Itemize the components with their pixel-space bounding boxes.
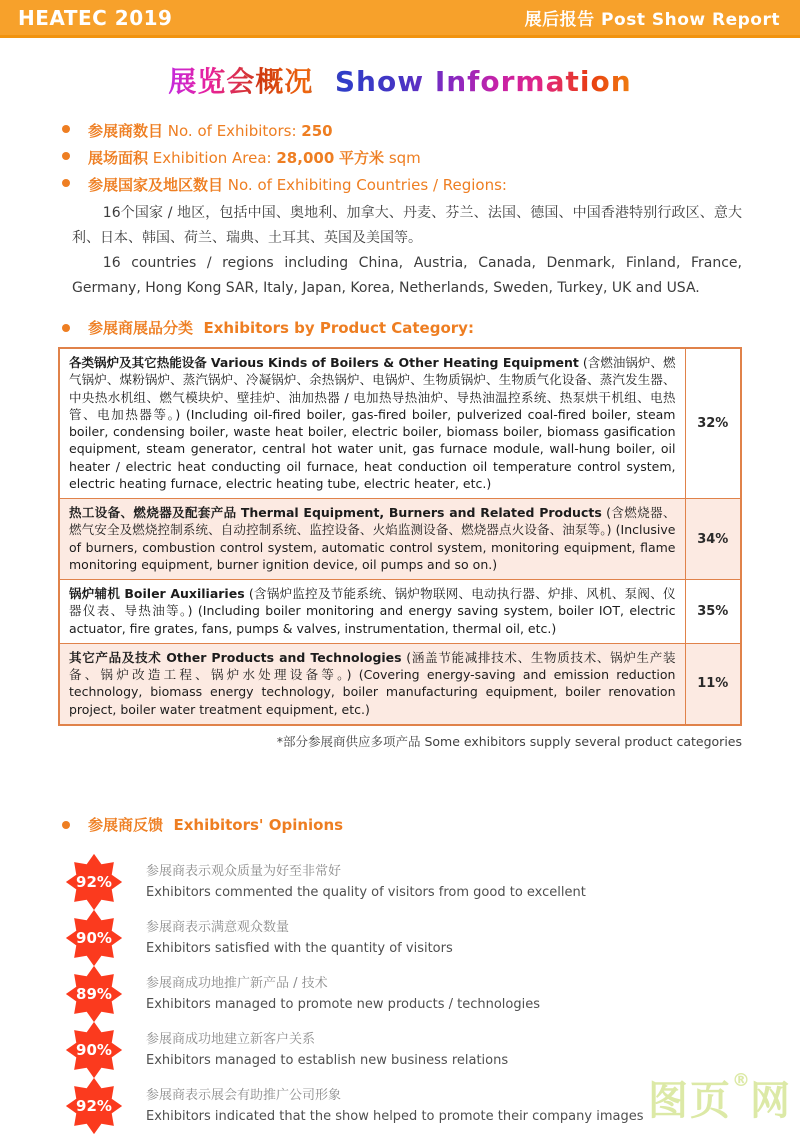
- category-percent: 35%: [685, 580, 741, 644]
- opinions-heading-en: Exhibitors' Opinions: [173, 815, 344, 834]
- stat-label-zh: 参展商数目: [88, 122, 164, 140]
- stat-label-en: No. of Exhibiting Countries / Regions:: [227, 176, 507, 194]
- opinion-zh: 参展商表示展会有助推广公司形象: [146, 1087, 342, 1103]
- stat-unit-zh: 平方米: [339, 149, 385, 167]
- opinion-zh: 参展商成功地建立新客户关系: [146, 1031, 316, 1047]
- opinion-row: [64, 966, 800, 1022]
- opinion-en: Exhibitors satisfied with the quantity of visitors: [146, 940, 453, 956]
- bullet-dot-icon: [62, 821, 70, 829]
- category-description: 锅炉辅机 Boiler Auxiliaries (含锅炉监控及节能系统、锅炉物联网、电动执行器、炉排、风机、泵阀、仪器仪表、导热油等。) (Including boiler monitoring and energy saving system, boiler IOT, electric actuator, fire grates, fans, pumps & valves, instrumentation, thermal oil, etc.): [59, 580, 685, 644]
- category-percent: 11%: [685, 643, 741, 725]
- opinion-en: Exhibitors commented the quality of visitors from good to excellent: [146, 884, 586, 900]
- registered-mark-icon: ®: [732, 1069, 750, 1091]
- stat-label-zh: 展场面积: [88, 149, 149, 167]
- report-title: 展后报告 Post Show Report: [524, 10, 780, 30]
- category-percent: 34%: [685, 499, 741, 580]
- table-row: [59, 580, 741, 644]
- starburst-badge-icon: [64, 908, 124, 968]
- table-row: [59, 499, 741, 580]
- countries-detail-zh: 16个国家 / 地区，包括中国、奥地利、加拿大、丹麦、芬兰、法国、德国、中国香港特别行政区、意大利、日本、韩国、荷兰、瑞典、土耳其、英国及美国等。: [72, 205, 742, 246]
- stat-countries: [62, 172, 742, 199]
- brand-title: HEATEC 2019: [18, 5, 173, 30]
- bullet-dot-icon: [62, 179, 70, 187]
- page-title-en: Show Information: [334, 65, 632, 98]
- page-title-zh: 展览会概况: [168, 65, 314, 98]
- badge-percent: 89%: [76, 984, 112, 1003]
- stat-label-zh: 参展国家及地区数目: [88, 176, 224, 194]
- starburst-badge-icon: [64, 964, 124, 1024]
- opinion-zh: 参展商表示观众质量为好至非常好: [146, 863, 342, 879]
- category-description: 各类锅炉及其它热能设备 Various Kinds of Boilers & Other Heating Equipment (含燃油锅炉、燃气锅炉、煤粉锅炉、蒸汽锅炉、冷凝锅炉、余热锅炉、电锅炉、生物质锅炉、生物质气化设备、蒸汽发生器、中央热水机组、燃气模块炉、壁挂炉、油加热器 / 电加热导热油炉、导热油温控系统、热泵烘干机组、电热管、电加热器等。) (Including oil-fired boiler, gas-fired boiler, pulverized coal-fired boiler, steam boiler, condensing boiler, waste heat boiler, electric boiler, biomass boiler, biomass gasification equipment, steam generator, central hot water unit, gas furnace module, wall-hung boiler, oil heater / electric heat conducting oil furnace, heat conduction oil temperature control system, electric heating furnace, electric heating tube, electric heater, etc.): [59, 348, 685, 499]
- header-bar: [0, 0, 800, 38]
- page-title: [0, 60, 800, 100]
- opinion-en: Exhibitors indicated that the show helped to promote their company images: [146, 1108, 644, 1124]
- category-table: [58, 347, 742, 726]
- stat-label-en: Exhibition Area:: [152, 149, 272, 167]
- category-percent: 32%: [685, 348, 741, 499]
- opinion-en: Exhibitors managed to establish new business relations: [146, 1052, 509, 1068]
- bullet-dot-icon: [62, 324, 70, 332]
- category-heading-zh: 参展商展品分类: [88, 319, 194, 337]
- stat-unit-en: sqm: [388, 149, 421, 167]
- category-heading-en: Exhibitors by Product Category:: [203, 319, 474, 337]
- opinion-zh: 参展商表示满意观众数量: [146, 919, 290, 935]
- stats-list: [62, 118, 742, 199]
- stat-value: 28,000: [276, 149, 335, 167]
- opinion-row: [64, 854, 800, 910]
- opinions-heading-zh: 参展商反馈: [88, 815, 164, 834]
- table-row: [59, 643, 741, 725]
- stat-label-en: No. of Exhibitors:: [167, 122, 297, 140]
- opinion-row: [64, 1022, 800, 1078]
- bullet-dot-icon: [62, 152, 70, 160]
- countries-paragraph: [72, 201, 742, 301]
- badge-percent: 92%: [76, 1096, 112, 1115]
- badge-percent: 90%: [76, 1040, 112, 1059]
- category-description: 热工设备、燃烧器及配套产品 Thermal Equipment, Burners and Related Products (含燃烧器、燃气安全及燃烧控制系统、自动控制系统、监控设备、火焰监测设备、燃烧器点火设备、油泵等。) (Inclusive of burners, combustion control system, automatic control system, monitoring equipment, flame monitoring equipment, burner ignition device, oil pumps and so on.): [59, 499, 685, 580]
- stat-value: 250: [301, 122, 333, 140]
- starburst-badge-icon: [64, 852, 124, 912]
- bullet-dot-icon: [62, 125, 70, 133]
- starburst-badge-icon: [64, 1020, 124, 1080]
- countries-detail-en: 16 countries / regions including China, Austria, Canada, Denmark, Finland, France, Germany, Hong Kong SAR, Italy, Japan, Korea, Netherlands, Sweden, Turkey, UK and USA.: [72, 255, 742, 296]
- starburst-badge-icon: [64, 1076, 124, 1136]
- opinions-section-heading: [62, 812, 742, 838]
- table-footnote: *部分参展商供应多项产品 Some exhibitors supply several product categories: [276, 733, 742, 749]
- opinion-row: [64, 910, 800, 966]
- category-section-heading: [62, 315, 742, 341]
- table-row: [59, 348, 741, 499]
- category-description: 其它产品及技术 Other Products and Technologies (涵盖节能减排技术、生物质技术、锅炉生产装备、锅炉改造工程、锅炉水处理设备等。) (Covering energy-saving and emission reduction technology, biomass energy technology, boiler manufacturing equipment, boiler renovation project, boiler water treatment equipment, etc.): [59, 643, 685, 725]
- badge-percent: 92%: [76, 872, 112, 891]
- opinion-zh: 参展商成功地推广新产品 / 技术: [146, 975, 328, 991]
- opinion-en: Exhibitors managed to promote new products / technologies: [146, 996, 540, 1012]
- stat-exhibitors: [62, 118, 742, 145]
- watermark-logo: 图页®网: [648, 1069, 792, 1124]
- badge-percent: 90%: [76, 928, 112, 947]
- stat-area: [62, 145, 742, 172]
